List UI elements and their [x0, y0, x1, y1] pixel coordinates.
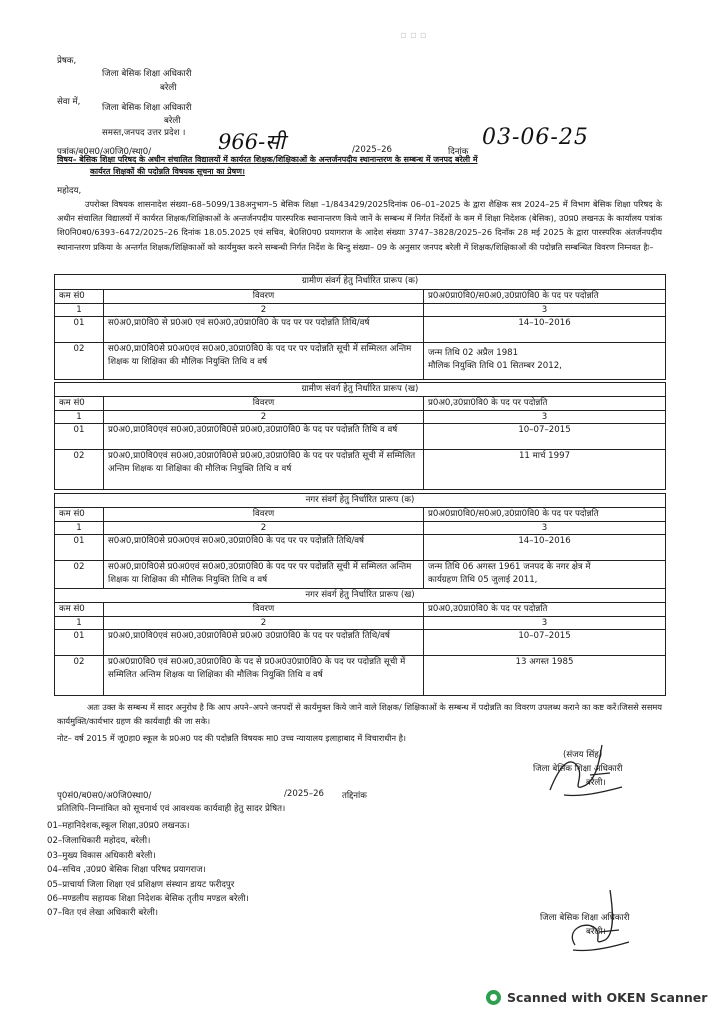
row-description: प्र0अ0,प्रा0वि0एवं स0अ0,उ0प्रा0वि0से प्र0अ0,उ0प्रा0वि0 के पद पर पदोन्नति तिथि व वर्ष [104, 424, 424, 450]
copy-item: 03–मुख्य विकास अधिकारी बरेली। [47, 851, 156, 861]
table-row [55, 450, 666, 490]
table-row [55, 317, 666, 343]
row-value: जन्म तिथि 06 अगस्त 1961 जनपद के नगर क्षेत्र में कार्यग्रहण तिथि 05 जुलाई 2011, [424, 561, 666, 589]
column-number: 2 [104, 411, 424, 424]
row-description: प्र0अ0,प्रा0वि0एवं स0अ0,उ0प्रा0वि0से प्र0अ0 उ0प्रा0वि0 के पद पर पदोन्नति तिथि/वर्ष [104, 630, 424, 656]
table-caption: ग्रामीण संवर्ग हेतु निर्धारित प्रारूप (ख) [55, 383, 666, 397]
column-number: 1 [55, 522, 104, 535]
copy-item: 07–वित एवं लेखा अधिकारी बरेली। [47, 908, 159, 918]
row-number: 02 [55, 450, 104, 490]
column-header: विवरण [104, 290, 424, 304]
row-value: 14–10–2016 [424, 535, 666, 561]
scanner-watermark: Scanned with OKEN Scanner [507, 990, 708, 1005]
date-label: दिनांक [448, 147, 469, 157]
row-number: 02 [55, 561, 104, 589]
closing-note: नोट– वर्ष 2015 में जू0हा0 स्कूल के प्र0अ0 पद की पदोन्नति विषयक मा0 उच्च न्यायालय इलाहाबाद में विचाराधीन है। [57, 733, 407, 743]
column-header: विवरण [104, 397, 424, 411]
date-handwritten: 03-06-25 [482, 125, 589, 150]
column-number: 1 [55, 617, 104, 630]
column-header: प्र0अ0प्रा0वि0/स0अ0,उ0प्रा0वि0 के पद पर पदोन्नति [424, 290, 666, 304]
to-label: सेवा में, [57, 97, 81, 107]
column-number: 3 [424, 522, 666, 535]
copy-item: 06–मण्डलीय सहायक शिक्षा निदेशक बेसिक तृतीय मण्डल बरेली। [47, 894, 249, 904]
row-description: स0अ0,प्रा0वि0से प्र0अ0एवं स0अ0,उ0प्रा0वि0 के पद पर पर पदोन्नति तिथि/वर्ष [104, 535, 424, 561]
reference-handwritten: 966-सी [218, 130, 285, 154]
column-header: कम सं0 [55, 603, 104, 617]
row-number: 01 [55, 317, 104, 343]
table-caption: नगर संवर्ग हेतु निर्धारित प्रारूप (क) [55, 494, 666, 508]
to-detail: समस्त,जनपद उत्तर प्रदेश । [102, 128, 186, 138]
row-number: 01 [55, 424, 104, 450]
table-urban-a [54, 493, 666, 589]
column-header: विवरण [104, 508, 424, 522]
sender-place: बरेली [160, 83, 177, 93]
closing-request: अतः उक्त के सम्बन्ध में सादर अनुरोध है कि आप अपने–अपने जनपदों से कार्यमुक्त किये जाने वाले शिक्षक/ शिक्षिकाओं के सम्बन्ध में पदोन्नति का विवरण उपलब्ध कराने का कष्ट करें।जिससे ससमय कार्यमुक्ति/कार्यभार ग्रहण की कार्यवाही की जा सके। [57, 702, 662, 727]
copy-item: 05–प्राचार्या जिला शिक्षा एवं प्रशिक्षण संस्थान डायट फरीदपुर [47, 880, 235, 890]
signature-place: बरेली। [586, 778, 606, 788]
salutation: महोदय, [57, 186, 82, 196]
row-description: स0अ0,प्रा0वि0 से प्र0अ0 एवं स0अ0,उ0प्रा0वि0 के पद पर पर पदोन्नति तिथि/वर्ष [104, 317, 424, 343]
table-row [55, 656, 666, 696]
row-value: 10–07–2015 [424, 424, 666, 450]
column-number: 3 [424, 411, 666, 424]
column-header: कम सं0 [55, 397, 104, 411]
table-row [55, 343, 666, 380]
table-rural-a [54, 274, 666, 380]
row-value: 11 मार्च 1997 [424, 450, 666, 490]
table-caption: नगर संवर्ग हेतु निर्धारित प्रारूप (ख) [55, 589, 666, 603]
scanner-logo-icon [486, 990, 501, 1005]
row-value: 14–10–2016 [424, 317, 666, 343]
row-number: 01 [55, 535, 104, 561]
copy-item: 01–महानिदेशक,स्कूल शिक्षा,उ0प्र0 लखनऊ। [47, 821, 190, 831]
reference-year: /2025–26 [352, 145, 392, 155]
copy-signature-title: जिला बेसिक शिक्षा अधिकारी [540, 913, 630, 923]
scan-artifact: ▫ ▫ ▫ [400, 30, 427, 41]
signature-title: जिला बेसिक शिक्षा अधिकारी [533, 764, 623, 774]
copy-item: 04–सचिव ,उ0प्र0 बेसिक शिक्षा परिषद प्रयागराज। [47, 865, 206, 875]
column-number: 1 [55, 304, 104, 317]
subject-line-1: विषय– बेसिक शिक्षा परिषद के अधीन संचालित विद्यालयों में कार्यरत शिक्षक/शिक्षिकाओं के अन्तर्जनपदीय स्थानान्तरण के सम्बन्ध में जनपद बरेली में [57, 155, 478, 164]
row-number: 01 [55, 630, 104, 656]
row-description: प्र0अ0,प्रा0वि0एवं स0अ0,उ0प्रा0वि0से प्र0अ0,उ0प्रा0वि0 के पद पर पदोन्नति सूची में सम्मिलित अन्तिम शिक्षक या शिक्षिका की मौलिक नियुक्ति तिथि व वर्ष [104, 450, 424, 490]
table-row [55, 561, 666, 589]
column-number: 3 [424, 304, 666, 317]
column-number: 2 [104, 304, 424, 317]
row-number: 02 [55, 343, 104, 380]
row-value: 13 अगस्त 1985 [424, 656, 666, 696]
column-number: 2 [104, 617, 424, 630]
table-row [55, 535, 666, 561]
column-number: 1 [55, 411, 104, 424]
to-name: जिला बेसिक शिक्षा अधिकारी [102, 103, 192, 113]
row-value: जन्म तिथि 02 अप्रैल 1981 मौलिक नियुक्ति तिथि 01 सितम्बर 2012, [424, 343, 666, 380]
signature-name: (संजय सिंह) [563, 750, 603, 760]
column-header: विवरण [104, 603, 424, 617]
column-header: प्र0अ0,उ0प्रा0वि0 के पद पर पदोन्नति [424, 397, 666, 411]
row-description: स0अ0,प्रा0वि0से प्र0अ0एवं स0अ0,उ0प्रा0वि0 के पद पर पर पदोन्नति सूची में सम्मिलत अन्तिम शिक्षक या शिक्षिका की मौलिक नियुक्ति तिथि व वर्ष [104, 343, 424, 380]
row-description: स0अ0,प्रा0वि0से प्र0अ0एवं स0अ0,उ0प्रा0वि0 के पद पर पर पदोन्नति सूची में सम्मिलत अन्तिम शिक्षक या शिक्षिका की मौलिक नियुक्ति तिथि व वर्ष [104, 561, 424, 589]
table-caption: ग्रामीण संवर्ग हेतु निर्धारित प्रारूप (क) [55, 275, 666, 290]
row-value: 10–07–2015 [424, 630, 666, 656]
column-header: प्र0अ0,उ0प्रा0वि0 के पद पर पदोन्नति [424, 603, 666, 617]
sender-name: जिला बेसिक शिक्षा अधिकारी [102, 69, 192, 79]
copy-item: 02–जिलाधिकारी महोदय, बरेली। [47, 836, 151, 846]
table-rural-b [54, 382, 666, 490]
copy-intro: प्रतिलिपि–निम्नांकित को सूचनार्थ एवं आवश्यक कार्यवाही हेतु सादर प्रेषित। [57, 804, 286, 814]
column-header: कम सं0 [55, 508, 104, 522]
row-description: प्र0अ0प्रा0वि0 एवं स0अ0,उ0प्रा0वि0 के पद से प्र0अ0उ0प्रा0वि0 के पद पर पदोन्नति सूची में सम्मिलित अन्तिम शिक्षक या शिक्षिका की मौलिक नियुक्ति तिथि व वर्ष [104, 656, 424, 696]
table-row [55, 630, 666, 656]
column-number: 3 [424, 617, 666, 630]
subject-line-2: कार्यरत शिक्षकों की पदोन्नति विषयक सूचना का प्रेषण। [90, 167, 245, 176]
column-header: कम सं0 [55, 290, 104, 304]
reference-number: पत्रांक/ब0स0/अ0जि0/स्था0/ [57, 147, 152, 157]
copy-reference-year: /2025–26 [284, 789, 324, 799]
copy-reference-date: तद्दिनांक [342, 791, 367, 801]
copy-signature-place: बरेली। [586, 927, 606, 937]
table-row [55, 424, 666, 450]
row-number: 02 [55, 656, 104, 696]
to-place: बरेली [164, 116, 181, 126]
column-number: 2 [104, 522, 424, 535]
body-paragraph: उपरोक्त विषयक शासनादेश संख्या–68–5099/138अनुभाग–5 बेसिक शिक्षा –1/843429/2025दिनांक 06–01–2025 के द्वारा शैक्षिक सत्र 2024–25 में विभाग बेसिक शिक्षा परिषद के अधीन संचालित विद्यालयों में कार्यरत शिक्षक/शिक्षिकाओं के अन्तर्जनपदीय पारस्परिक स्थानान्तरण किये जानें के सम्बन्ध में निर्गत निर्देशों के कम में शिक्षा निदेशक (बेसिक), उ0प्र0 लखनऊ के कार्यालय पत्रांक शि0नि0ब0/6393–6472/2025–26 दिनांक 18.05.2025 एवं सचिव, बे0शि0प0 प्रयागराज के आदेश संख्याः 3747–3828/2025–26 दिनाँक 28 मई 2025 के द्वारा पारस्परिक अंतर्जनपदीय स्थानान्तरण प्रकिया के अन्तर्गत शिक्षक/शिक्षिकाओं को कार्यमुक्त करने सम्बन्धी निर्गत निर्देश के बिन्दु संख्या– 09 के अनुसार जनपद बरेली में शिक्षक/शिक्षिकाओं की पदोन्नति सम्बन्धित विवरण निम्नवत हैः– [57, 199, 662, 252]
sender-label: प्रेषक, [57, 56, 77, 66]
column-header: प्र0अ0प्रा0वि0/स0अ0,उ0प्रा0वि0 के पद पर पदोन्नति [424, 508, 666, 522]
copy-reference: पृ0सं0/ब0स0/अ0जि0स्था0/ [57, 791, 152, 801]
table-urban-b [54, 588, 666, 696]
